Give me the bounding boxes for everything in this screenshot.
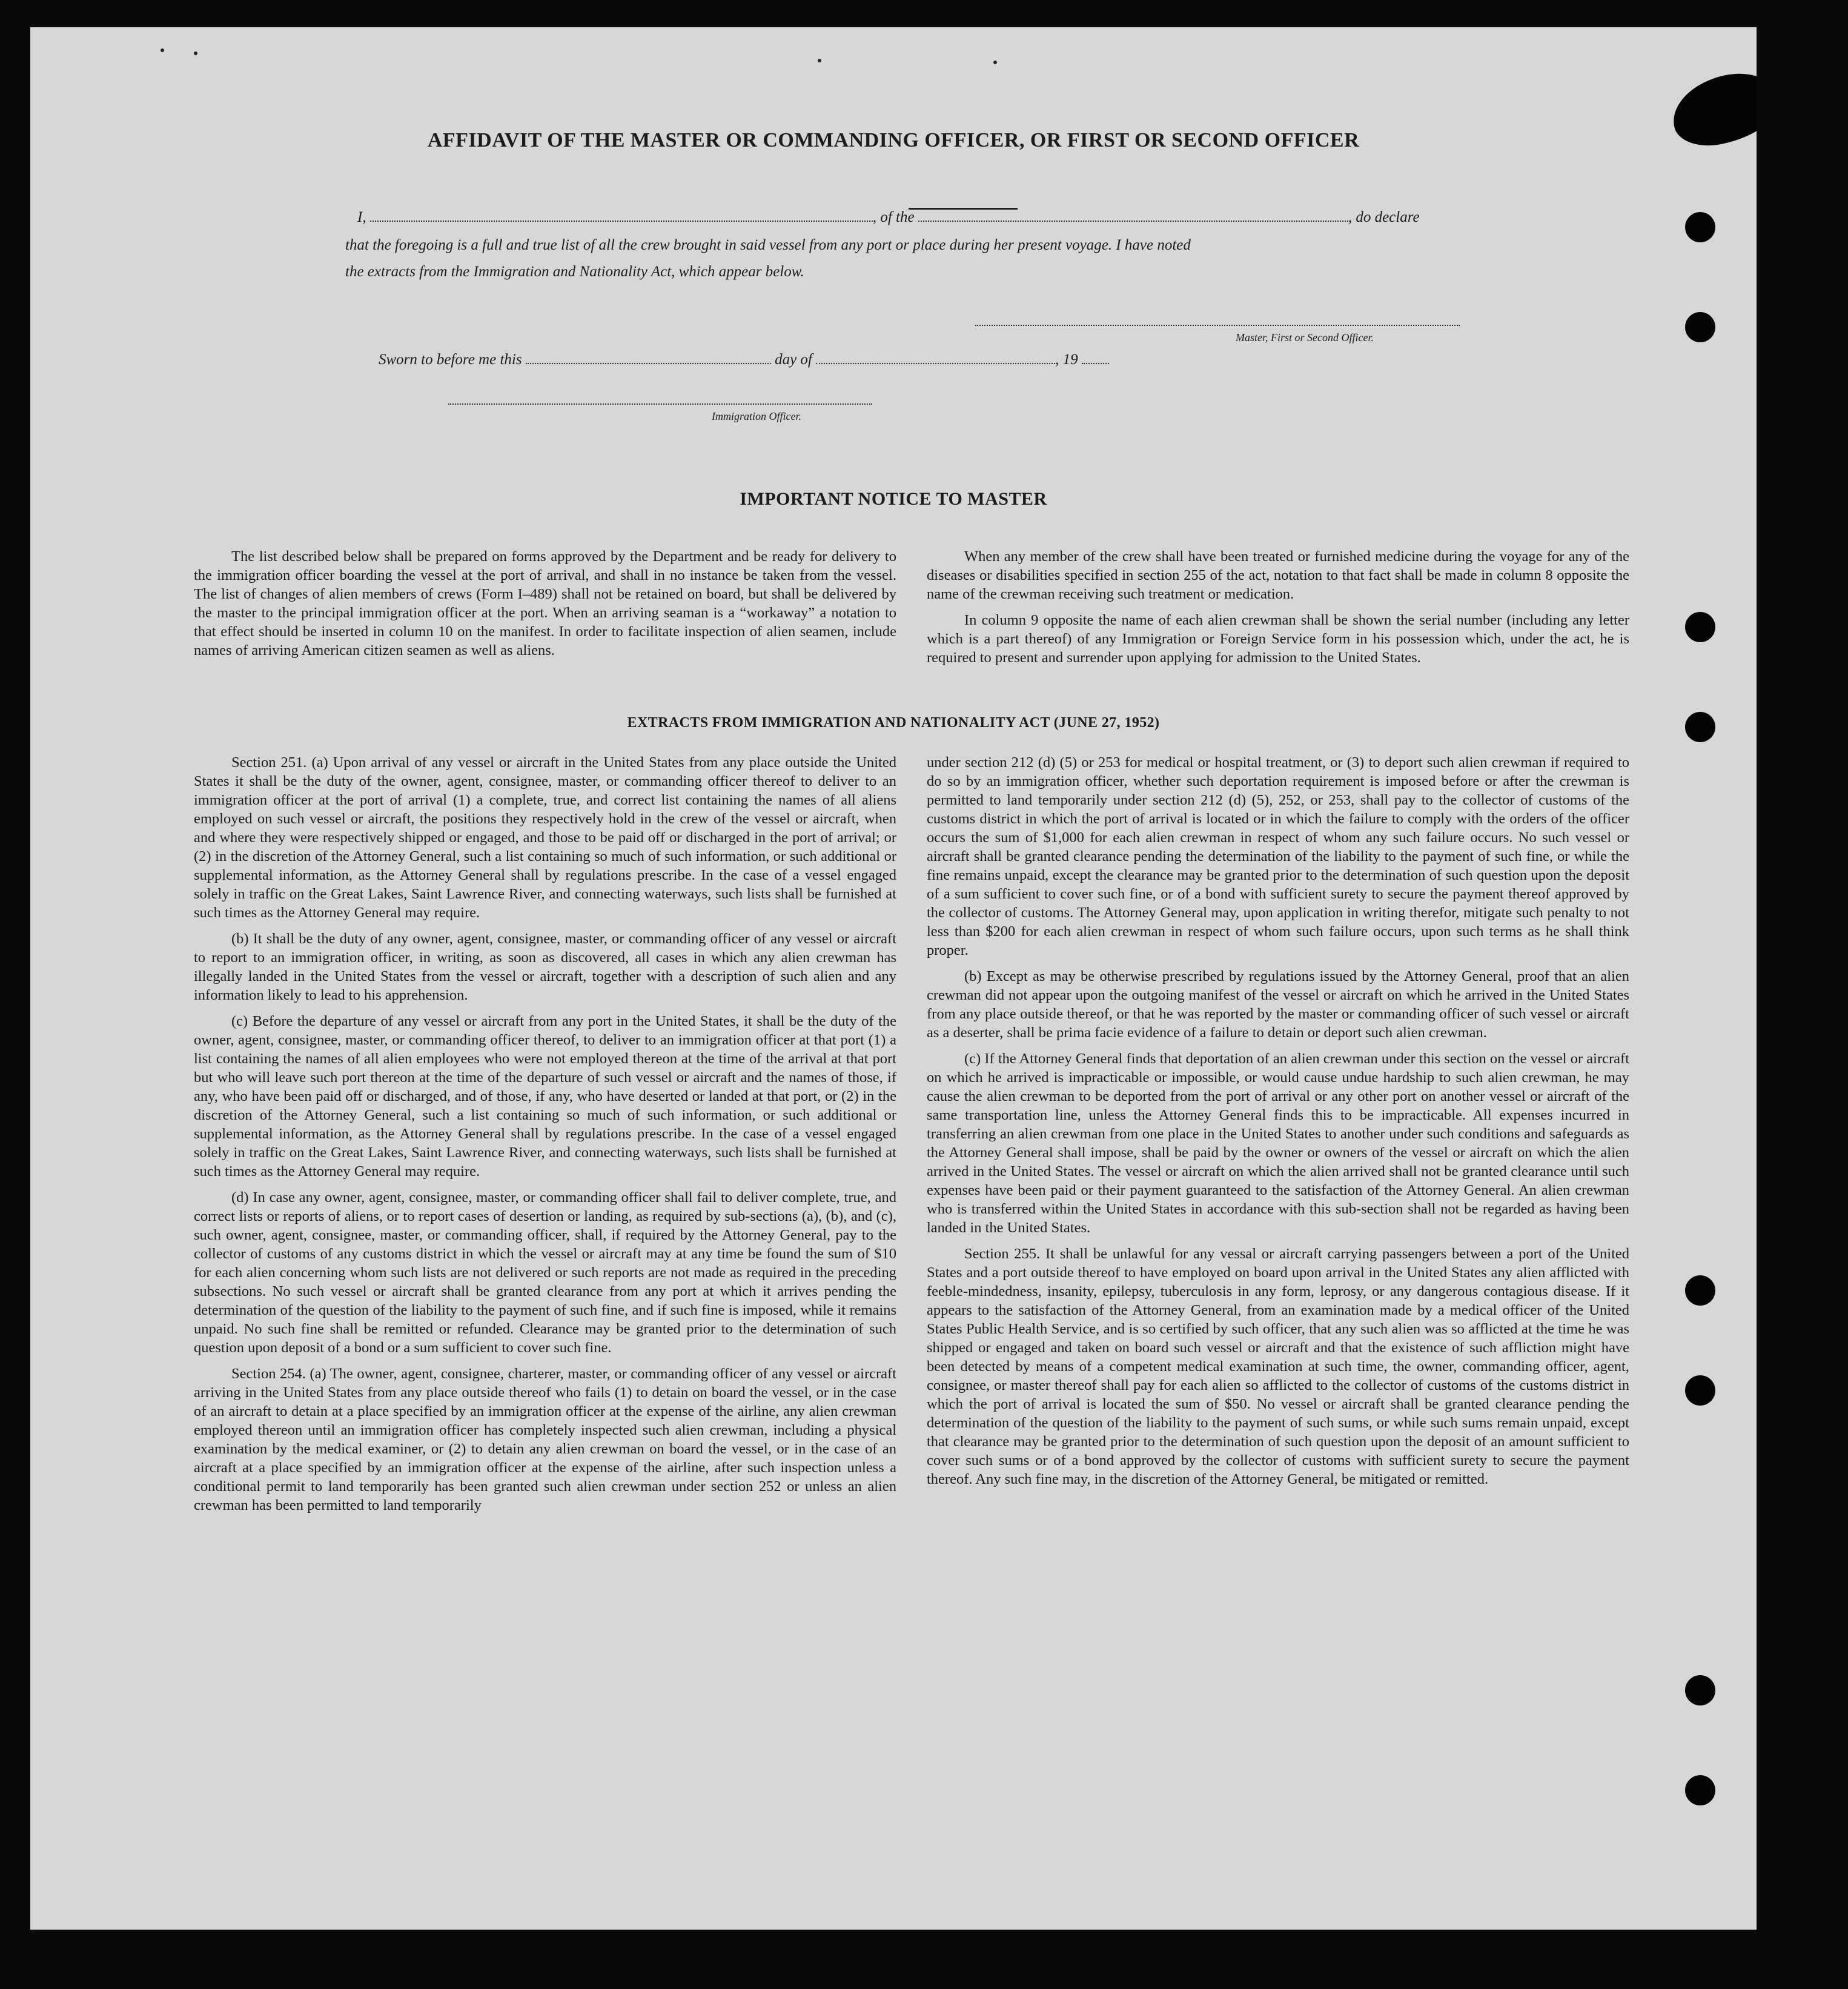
affidavit-title: AFFIDAVIT OF THE MASTER OR COMMANDING OFFICER, OR FIRST OR SECOND OFFICER [427, 129, 1360, 151]
declaration-line [357, 209, 1420, 226]
speck [161, 48, 164, 52]
extracts-right-column [927, 753, 1629, 1496]
section-paragraph: (d) In case any owner, agent, consignee, master, or commanding officer shall fail to deliver complete, true, and correct lists or reports of aliens, or to report cases of desertion or landing, as required by sub-sections (a), (b), and (c), such owner, agent, consignee, master, or commanding officer, shall, if required by the Attorney General, pay to the collector of customs of any customs district in which the vessel or aircraft may at any time be found the sum of $10 for each alien concerning whom such lists are not delivered or such reports are not made as required in the preceding subsections. No such vessel or aircraft shall be granted clearance from any port at which it arrives pending the determination of the question of the liability to the payment of such fine, and if such fine is imposed, while it remains unpaid. No such fine shall be remitted or refunded. Clearance may be granted prior to the determination of such question upon deposit of a bond or a sum sufficient to cover such fine. [194, 1189, 896, 1356]
year-label: , 19 [1055, 351, 1078, 368]
binder-hole [1685, 1675, 1715, 1705]
document-page [30, 27, 1757, 1930]
binder-hole [1685, 612, 1715, 642]
section-paragraph: (b) Except as may be otherwise prescribed by regulations issued by the Attorney General, proof that an alien crewman did not appear upon the outgoing manifest of the vessel or aircraft on which he arrived in the United States from any place outside thereof, or that he was reported by the master or commanding officer of such vessel or aircraft as a deserter, shall be prima facie evidence of a failure to detain or deport such alien crewman. [927, 968, 1629, 1041]
notice-title: IMPORTANT NOTICE TO MASTER [740, 489, 1047, 509]
speck [194, 51, 197, 55]
extracts-left-column [194, 753, 896, 1522]
binder-hole [1685, 212, 1715, 242]
sworn-day-field[interactable] [526, 362, 771, 364]
sworn-line [379, 351, 1109, 368]
binder-hole [1685, 1775, 1715, 1805]
speck [818, 59, 821, 62]
section-paragraph: Section 255. It shall be unlawful for any vessal or aircraft carrying passengers between a port of the United States and a port outside thereof to have employed on board upon arrival in the United States any alien afflicted with feeble-mindedness, insanity, epilepsy, tuberculosis in any form, leprosy, or any dangerous contagious disease. If it appears to the satisfaction of the Attorney General, from an examination made by a medical officer of the United States Public Health Service, and is so certified by such officer, that any such alien was so afflicted at the time he was shipped or engaged and taken on board such vessel or aircraft and that the existence of such affliction might have been detected by means of a competent medical examination at such time, the owner, commanding officer, agent, consignee, or master thereof shall pay for each alien so afflicted to the collector of customs of the customs district in which the port of arrival is located the sum of $50. No vessel or aircraft shall be granted clearance pending the determination of the question of the liability to the payment of such sums, or while such sums remain unpaid, except that clearance may be granted prior to the determination of such question upon the deposit of an amount sufficient to cover such sums or of a bond approved by the collector of customs with sufficient surety to secure the payment thereof. Any such fine may, in the discretion of the Attorney General, be mitigated or remitted. [927, 1246, 1629, 1487]
declarant-label: I, [357, 209, 366, 225]
declarant-name-field[interactable] [370, 220, 873, 222]
section-continuation: under section 212 (d) (5) or 253 for medical or hospital treatment, or (3) to deport such alien crewman if required to do so by an immigration officer, whether such deportation requirement is imposed before or after the crewman is permitted to land temporarily under section 212 (d) (5), 252, or 253, shall pay to the collector of customs of the customs district in which the port of arrival is located or in which the failure to comply with the orders of the officer occurs the sum of $1,000 for each alien crewman in respect of whom any such failure occurs. No such vessel or aircraft shall be granted clearance pending the determination of the liability to the payment of such fine, or while the fine remains unpaid, except the clearance may be granted prior to the determination of such question upon the deposit of a sum sufficient to cover such fine, or of a bond with sufficient surety to secure the payment thereof approved by the collector of customs. The Attorney General may, upon application in writing therefor, mitigate such penalty to not less than $200 for each alien crewman in respect of whom such failure occurs, upon such terms as he shall think proper. [927, 754, 1629, 958]
notice-paragraph: When any member of the crew shall have been treated or furnished medicine during the voyage for any of the diseases or disabilities specified in section 255 of the act, notation to that fact shall be made in column 8 opposite the name of the crewman receiving such treatment or medication. [927, 548, 1629, 602]
notice-paragraph: The list described below shall be prepared on forms approved by the Department and be ready for delivery to the immigration officer boarding the vessel at the port of arrival, and shall in no instance be taken from the vessel. The list of changes of alien members of crews (Form I–489) shall not be retained on board, but shall be delivered by the master to the principal immigration officer at the port. When an arriving seaman is a “workaway” a notation to that effect should be inserted in column 10 on the manifest. In order to facilitate inspection of alien seamen, include names of arriving American citizen seamen as well as aliens. [194, 548, 896, 659]
sworn-month-field[interactable] [816, 362, 1055, 364]
master-caption: Master, First or Second Officer. [1236, 331, 1374, 344]
notice-right-column [927, 547, 1629, 674]
section-paragraph: Section 251. (a) Upon arrival of any vessel or aircraft in the United States from any place outside the United States it shall be the duty of the owner, agent, consignee, master, or commanding officer thereof to deliver to an immigration officer at the port of arrival (1) a complete, true, and correct list containing the names of all aliens employed on such vessel or aircraft, the positions they respectively hold in the crew of the vessel or aircraft, when and where they were respectively shipped or engaged, and those to be paid off or discharged in the port of arrival; or (2) in the discretion of the Attorney General, such a list containing so much of such information, or such additional or supplemental information, as the Attorney General shall by regulations prescribe. In the case of a vessel engaged solely in traffic on the Great Lakes, Saint Lawrence River, and connecting waterways, such lists shall be furnished at such times as the Attorney General may require. [194, 754, 896, 921]
binder-hole [1685, 1375, 1715, 1406]
master-signature-line[interactable] [975, 324, 1460, 326]
notice-paragraph: In column 9 opposite the name of each alien crewman shall be shown the serial number (including any letter which is a part thereof) of any Immigration or Foreign Service form in his possession which, under the act, he is required to present and surrender upon applying for admission to the United States. [927, 612, 1629, 666]
section-paragraph: (c) Before the departure of any vessel or aircraft from any port in the United States, it shall be the duty of the owner, agent, consignee, master, or commanding officer thereof, to deliver to an immigration officer at that port (1) a list containing the names of all alien employees who were not employed thereon at the time of the arrival at that port but who will leave such port thereon at the time of the departure of such vessel or aircraft and the names of those, if any, who have been paid off or discharged, and of those, if any, who have deserted or landed at that port, or (2) in the discretion of the Attorney General, such a list containing so much of such information, or such additional or supplemental information, as the Attorney General shall by regulations prescribe. In the case of a vessel engaged solely in traffic on the Great Lakes, Saint Lawrence River, and connecting waterways, such lists shall be furnished at such times as the Attorney General may require. [194, 1013, 896, 1180]
officer-caption: Immigration Officer. [712, 410, 801, 422]
sworn-year-field[interactable] [1082, 362, 1109, 364]
declaration-text: that the foregoing is a full and true list of all the crew brought in said vessel from any port or place during her present voyage. I have noted [345, 237, 1191, 253]
section-paragraph: (c) If the Attorney General finds that deportation of an alien crewman under this section on the vessel or aircraft on which he arrived is impracticable or impossible, or would cause undue hardship to such alien crewman, he may cause the alien crewman to be deported from the port of arrival or any other port on another vessel or aircraft of the same transportation line, unless the Attorney General finds this to be impracticable. All expenses incurred in transferring an alien crewman from one place in the United States to another under such conditions and safeguards as the Attorney General shall impose, shall be paid by the owner or owners of the vessel or aircraft on which the alien arrived in the United States. The vessel or aircraft on which the alien arrived shall not be granted clearance until such expenses have been paid or their payment guaranteed to the satisfaction of the Attorney General. An alien crewman who is transferred within the United States in accordance with this sub-section shall not be regarded as having been landed in the United States. [927, 1051, 1629, 1236]
section-paragraph: (b) It shall be the duty of any owner, agent, consignee, master, or commanding officer of any vessel or aircraft to report to an immigration officer, in writing, as soon as discovered, all cases in which any alien crewman has illegally landed in the United States from the vessel or aircraft, together with a description of such alien and any information likely to lead to his apprehension. [194, 931, 896, 1003]
binder-hole [1685, 1275, 1715, 1306]
declare-label: , do declare [1348, 209, 1420, 225]
of-the-label: , of the [872, 209, 915, 225]
section-paragraph: Section 254. (a) The owner, agent, consignee, charterer, master, or commanding officer of any vessel or aircraft arriving in the United States from any place outside thereof who fails (1) to detain on board the vessel, or in the case of an aircraft to detain at a place specified by an immigration officer at the expense of the airline, any alien crewman employed thereon until an immigration officer has completely inspected such alien crewman, including a physical examination by the medical examiner, or (2) to detain any alien crewman on board the vessel, or in the case of an aircraft at a place specified by an immigration officer at the expense of the airline, after such inspection unless a conditional permit to land temporarily has been granted such alien crewman under section 252 or unless an alien crewman has been permitted to land temporarily [194, 1366, 896, 1513]
extracts-title: EXTRACTS FROM IMMIGRATION AND NATIONALITY ACT (JUNE 27, 1952) [627, 715, 1160, 731]
day-of-label: day of [775, 351, 812, 368]
officer-signature-line[interactable] [448, 403, 872, 405]
notice-left-column [194, 547, 896, 667]
sworn-label: Sworn to before me this [379, 351, 522, 368]
declaration-text-2: the extracts from the Immigration and Nationality Act, which appear below. [345, 264, 804, 280]
speck [993, 61, 997, 64]
binder-hole [1685, 312, 1715, 342]
vessel-name-field[interactable] [918, 220, 1348, 222]
